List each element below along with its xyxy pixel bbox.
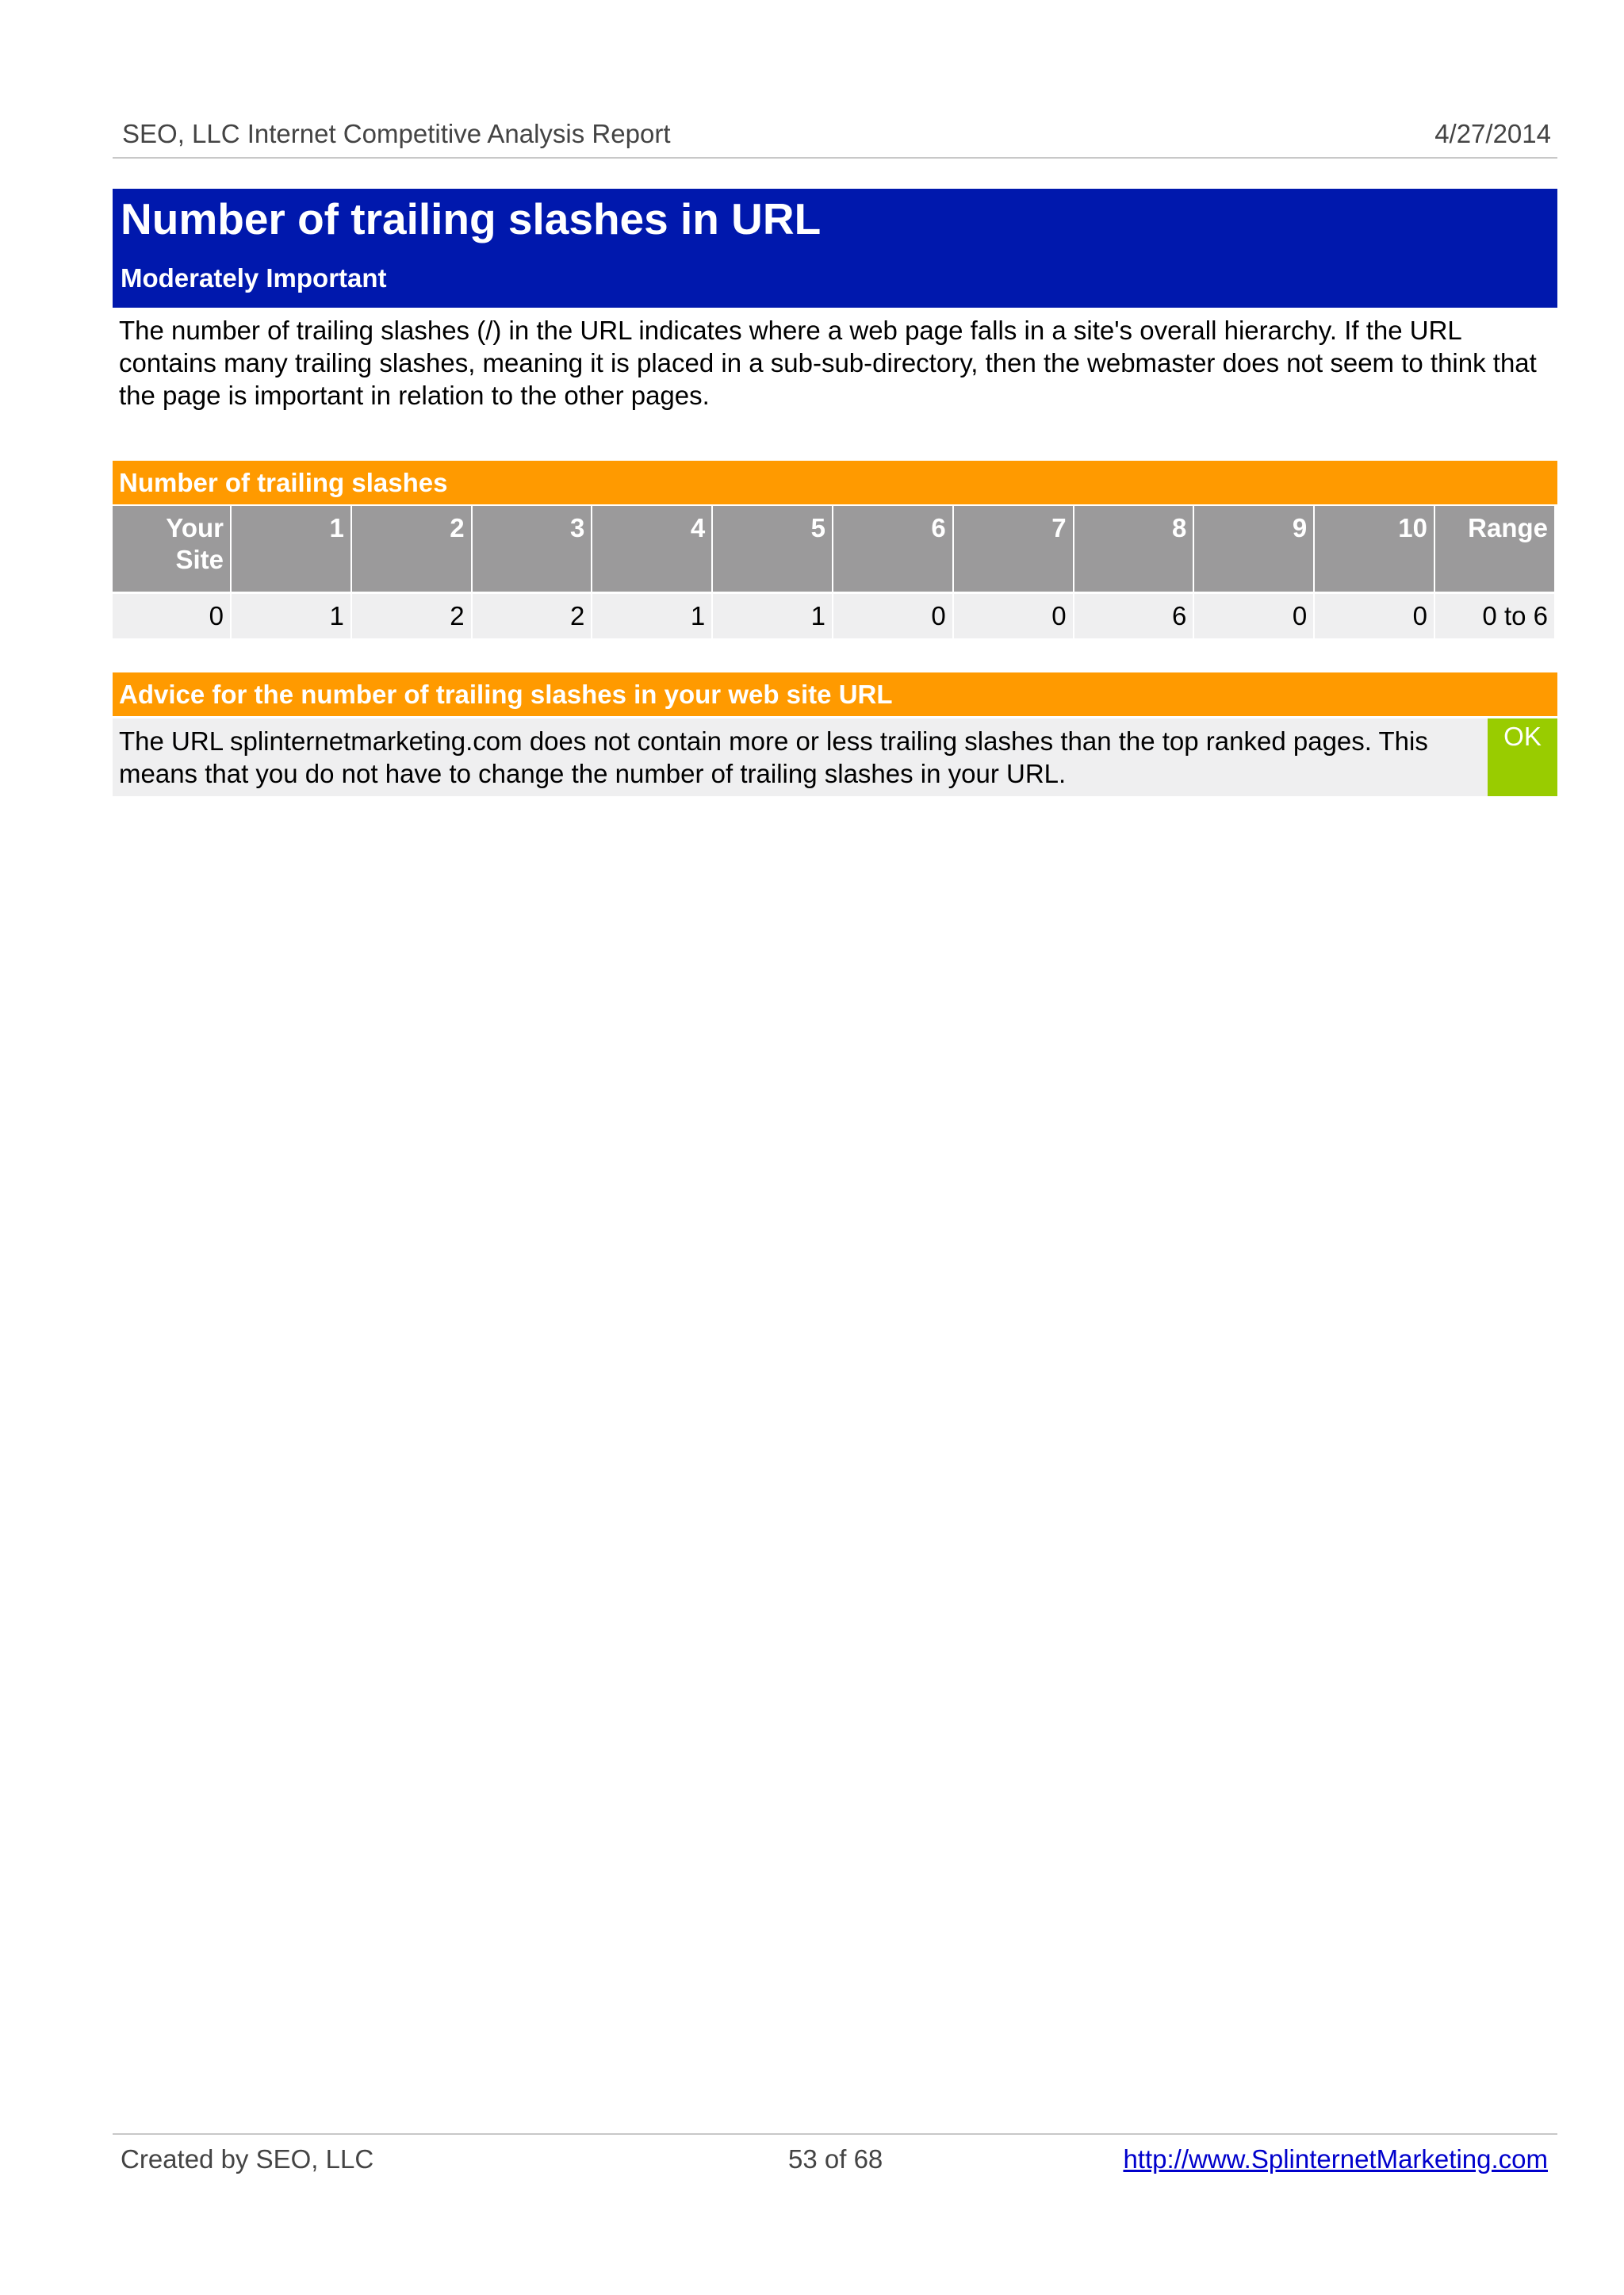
page-number: 53 of 68 <box>788 2144 883 2174</box>
value-cell-5: 1 <box>713 592 832 638</box>
status-badge: OK <box>1488 718 1557 796</box>
value-cell-3: 2 <box>473 592 592 638</box>
value-cell-4: 1 <box>592 592 711 638</box>
advice-text: The URL splinternetmarketing.com does not contain more or less trailing slashes than the top ranked pages. This means that you do not have to change the number of trailing slashes in your URL. <box>119 726 1428 788</box>
header-cell-8: 8 <box>1074 506 1193 592</box>
header-cell-your-site: Your Site <box>113 506 230 592</box>
header-cell-7: 7 <box>954 506 1073 592</box>
header-cell-9: 9 <box>1194 506 1313 592</box>
importance-label: Moderately Important <box>121 263 387 293</box>
page-header <box>113 117 1557 159</box>
advice-title: Advice for the number of trailing slashes in your web site URL <box>119 680 893 709</box>
table-header-row <box>113 506 1554 592</box>
value-cell-6: 0 <box>833 592 952 638</box>
table-data-row <box>113 592 1554 638</box>
header-cell-10: 10 <box>1315 506 1434 592</box>
section-title: Number of trailing slashes in URL <box>121 194 822 243</box>
section-description: The number of trailing slashes (/) in the URL indicates where a web page falls in a site's overall hierarchy. If the URL contains many trailing slashes, meaning it is placed in a sub-sub-directory, then the webmaster does not seem to think that the page is important in relation to the other pages. <box>119 316 1537 410</box>
header-cell-3: 3 <box>473 506 592 592</box>
header-cell-4: 4 <box>592 506 711 592</box>
trailing-slashes-table <box>111 506 1556 638</box>
value-cell-your-site: 0 <box>113 592 230 638</box>
table-banner <box>113 461 1557 504</box>
footer-created-by: Created by SEO, LLC <box>121 2144 374 2174</box>
header-cell-2: 2 <box>352 506 471 592</box>
header-cell-5: 5 <box>713 506 832 592</box>
value-cell-7: 0 <box>954 592 1073 638</box>
header-cell-1: 1 <box>232 506 350 592</box>
report-title: SEO, LLC Internet Competitive Analysis Report <box>122 119 671 148</box>
report-date: 4/27/2014 <box>1434 119 1551 148</box>
value-cell-9: 0 <box>1194 592 1313 638</box>
value-cell-10: 0 <box>1315 592 1434 638</box>
value-cell-8: 6 <box>1074 592 1193 638</box>
header-cell-6: 6 <box>833 506 952 592</box>
page-footer <box>113 2133 1557 2182</box>
table-title: Number of trailing slashes <box>119 468 448 497</box>
value-cell-range: 0 to 6 <box>1435 592 1554 638</box>
header-cell-range: Range <box>1435 506 1554 592</box>
section-banner <box>113 189 1557 308</box>
advice-box <box>113 718 1557 796</box>
advice-banner <box>113 672 1557 716</box>
value-cell-1: 1 <box>232 592 350 638</box>
value-cell-2: 2 <box>352 592 471 638</box>
website-link[interactable]: http://www.SplinternetMarketing.com <box>1123 2144 1548 2174</box>
